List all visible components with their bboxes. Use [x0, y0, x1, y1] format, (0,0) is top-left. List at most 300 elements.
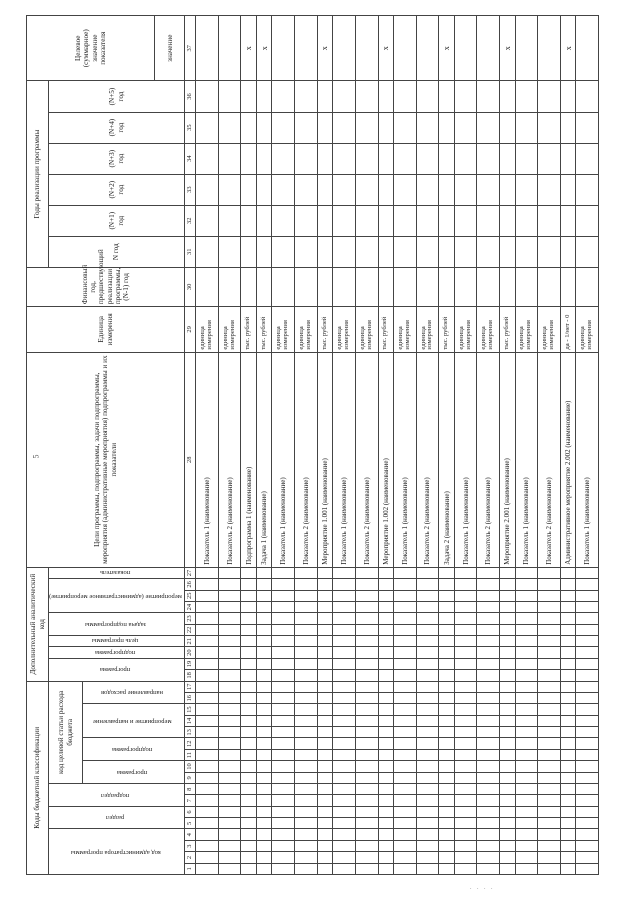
- code-cell: [317, 863, 333, 874]
- value-cell: [515, 267, 538, 306]
- code-cell: [477, 613, 500, 624]
- code-cell: [560, 670, 576, 681]
- column-number: 33: [185, 174, 196, 205]
- row-name: Мероприятие 1.001 (наименование): [317, 352, 333, 567]
- table-row: [416, 16, 439, 875]
- code-cell: [454, 738, 477, 749]
- code-cell: [500, 784, 516, 795]
- code-cell: [241, 579, 257, 590]
- header-section: раздел: [49, 806, 185, 829]
- value-cell: [355, 267, 378, 306]
- code-cell: [477, 704, 500, 715]
- header-event-direction: мероприятие и направление: [83, 704, 185, 738]
- code-cell: [416, 681, 439, 692]
- row-name: Показатель 2 (наименование): [538, 352, 561, 567]
- value-cell: [560, 143, 576, 174]
- table-body: [196, 16, 599, 875]
- code-cell: [256, 647, 272, 658]
- code-cell: [394, 784, 417, 795]
- code-cell: [317, 852, 333, 863]
- value-cell: [333, 81, 356, 112]
- value-cell: [576, 267, 599, 306]
- code-cell: [241, 749, 257, 760]
- value-cell: [317, 236, 333, 267]
- value-cell: [272, 81, 295, 112]
- row-unit: единица измерения: [477, 307, 500, 353]
- code-cell: [355, 852, 378, 863]
- value-cell: [560, 81, 576, 112]
- column-number: 27: [185, 567, 196, 578]
- footer-marks: . . . .: [470, 885, 495, 891]
- code-cell: [256, 693, 272, 704]
- code-cell: [439, 863, 455, 874]
- code-cell: [500, 852, 516, 863]
- code-cell: [295, 784, 318, 795]
- row-unit: единица измерения: [515, 307, 538, 353]
- code-cell: [218, 715, 241, 726]
- code-cell: [560, 601, 576, 612]
- code-cell: [272, 738, 295, 749]
- code-cell: [241, 613, 257, 624]
- code-cell: [576, 806, 599, 817]
- code-cell: [394, 624, 417, 635]
- code-cell: [500, 590, 516, 601]
- table-row: [439, 16, 455, 875]
- code-cell: [317, 613, 333, 624]
- value-cell: [538, 205, 561, 236]
- row-unit: тыс. рублей: [317, 307, 333, 353]
- code-cell: [256, 727, 272, 738]
- code-cell: [394, 681, 417, 692]
- value-cell: [295, 81, 318, 112]
- code-cell: [241, 761, 257, 772]
- code-cell: [416, 818, 439, 829]
- code-cell: [394, 863, 417, 874]
- code-cell: [196, 761, 219, 772]
- code-cell: [355, 647, 378, 658]
- code-cell: [538, 704, 561, 715]
- code-cell: [333, 567, 356, 578]
- code-cell: [241, 704, 257, 715]
- code-cell: [560, 761, 576, 772]
- code-cell: [439, 818, 455, 829]
- value-cell: [256, 174, 272, 205]
- code-cell: [439, 613, 455, 624]
- code-cell: [500, 670, 516, 681]
- column-number: 31: [185, 236, 196, 267]
- value-cell: [378, 205, 394, 236]
- value-cell: [218, 112, 241, 143]
- code-cell: [333, 840, 356, 851]
- code-cell: [416, 579, 439, 590]
- value-cell: [378, 267, 394, 306]
- code-cell: [333, 761, 356, 772]
- value-cell: [333, 174, 356, 205]
- code-cell: [256, 601, 272, 612]
- row-name: Показатель 2 (наименование): [477, 352, 500, 567]
- code-cell: [560, 829, 576, 840]
- code-cell: [538, 636, 561, 647]
- value-cell: [333, 112, 356, 143]
- row-name: Показатель 1 (наименование): [515, 352, 538, 567]
- value-cell: [477, 267, 500, 306]
- header-subprogram: подпрограмма: [83, 738, 185, 761]
- code-cell: [538, 852, 561, 863]
- code-cell: [333, 772, 356, 783]
- value-cell: [196, 112, 219, 143]
- value-cell: [439, 174, 455, 205]
- header-final: Целевое (суммарное) значение показателя: [27, 16, 155, 82]
- table-row: [477, 16, 500, 875]
- row-unit: тыс. рублей: [439, 307, 455, 353]
- table-row: [272, 16, 295, 875]
- code-cell: [378, 727, 394, 738]
- value-cell: [333, 143, 356, 174]
- column-number: 7: [185, 795, 196, 806]
- code-cell: [295, 579, 318, 590]
- code-cell: [333, 681, 356, 692]
- code-cell: [538, 829, 561, 840]
- value-cell: [196, 174, 219, 205]
- code-cell: [241, 772, 257, 783]
- code-cell: [378, 670, 394, 681]
- table-row: [538, 16, 561, 875]
- value-cell: [256, 81, 272, 112]
- code-cell: [333, 852, 356, 863]
- code-cell: [378, 840, 394, 851]
- code-cell: [576, 567, 599, 578]
- column-number: 35: [185, 112, 196, 143]
- code-cell: [333, 636, 356, 647]
- code-cell: [333, 590, 356, 601]
- value-cell: [515, 112, 538, 143]
- code-cell: [515, 590, 538, 601]
- value-cell: [295, 236, 318, 267]
- column-number: 10: [185, 761, 196, 772]
- code-cell: [295, 613, 318, 624]
- code-cell: [500, 579, 516, 590]
- code-cell: [218, 636, 241, 647]
- header-unit: Единица измерения: [27, 307, 185, 353]
- table-row: [378, 16, 394, 875]
- value-cell: [196, 205, 219, 236]
- value-cell: [256, 112, 272, 143]
- code-cell: [439, 567, 455, 578]
- code-cell: [295, 829, 318, 840]
- code-cell: [333, 579, 356, 590]
- code-cell: [317, 738, 333, 749]
- column-number: 25: [185, 590, 196, 601]
- code-cell: [515, 658, 538, 669]
- code-cell: [196, 601, 219, 612]
- code-cell: [295, 704, 318, 715]
- value-cell: [333, 267, 356, 306]
- code-cell: [477, 738, 500, 749]
- code-cell: [477, 840, 500, 851]
- row-final-value: [272, 16, 295, 82]
- row-name: Показатель 1 (наименование): [333, 352, 356, 567]
- code-cell: [196, 784, 219, 795]
- code-cell: [218, 704, 241, 715]
- code-cell: [439, 727, 455, 738]
- code-cell: [538, 715, 561, 726]
- code-cell: [355, 613, 378, 624]
- code-cell: [218, 567, 241, 578]
- code-cell: [500, 829, 516, 840]
- code-cell: [241, 863, 257, 874]
- code-cell: [576, 772, 599, 783]
- code-cell: [477, 681, 500, 692]
- code-cell: [355, 624, 378, 635]
- value-cell: [295, 112, 318, 143]
- value-cell: [218, 236, 241, 267]
- code-cell: [333, 601, 356, 612]
- code-cell: [500, 772, 516, 783]
- code-cell: [196, 772, 219, 783]
- row-final-value: [196, 16, 219, 82]
- value-cell: [378, 112, 394, 143]
- value-cell: [500, 236, 516, 267]
- value-cell: [295, 174, 318, 205]
- code-cell: [272, 852, 295, 863]
- code-cell: [272, 749, 295, 760]
- code-cell: [295, 840, 318, 851]
- code-cell: [416, 806, 439, 817]
- row-name: Задача 2 (наименование): [439, 352, 455, 567]
- code-cell: [477, 601, 500, 612]
- value-cell: [538, 236, 561, 267]
- code-cell: [515, 624, 538, 635]
- value-cell: [317, 81, 333, 112]
- code-cell: [394, 852, 417, 863]
- value-cell: [256, 143, 272, 174]
- header-analytic-subprogram: подпрограмма: [49, 647, 185, 658]
- code-cell: [439, 784, 455, 795]
- value-cell: [378, 81, 394, 112]
- code-cell: [317, 567, 333, 578]
- table-row: [256, 16, 272, 875]
- value-cell: [439, 143, 455, 174]
- table-row: [241, 16, 257, 875]
- code-cell: [196, 852, 219, 863]
- code-cell: [576, 704, 599, 715]
- code-cell: [439, 590, 455, 601]
- code-cell: [416, 829, 439, 840]
- code-cell: [416, 636, 439, 647]
- code-cell: [218, 806, 241, 817]
- value-cell: [394, 81, 417, 112]
- row-final-value: x: [439, 16, 455, 82]
- header-analytic-code: Дополнительный аналитический код: [27, 567, 49, 681]
- value-cell: [272, 112, 295, 143]
- code-cell: [317, 636, 333, 647]
- code-cell: [500, 727, 516, 738]
- value-cell: [477, 236, 500, 267]
- value-cell: [538, 112, 561, 143]
- value-cell: [241, 81, 257, 112]
- value-cell: [477, 112, 500, 143]
- row-unit: единица измерения: [272, 307, 295, 353]
- code-cell: [241, 784, 257, 795]
- code-cell: [576, 840, 599, 851]
- value-cell: [295, 143, 318, 174]
- code-cell: [500, 636, 516, 647]
- code-cell: [317, 784, 333, 795]
- code-cell: [538, 761, 561, 772]
- code-cell: [378, 613, 394, 624]
- code-cell: [500, 624, 516, 635]
- row-final-value: [454, 16, 477, 82]
- code-cell: [454, 579, 477, 590]
- code-cell: [560, 727, 576, 738]
- code-cell: [394, 601, 417, 612]
- code-cell: [333, 613, 356, 624]
- code-cell: [196, 749, 219, 760]
- code-cell: [454, 829, 477, 840]
- code-cell: [500, 567, 516, 578]
- value-cell: [394, 236, 417, 267]
- value-cell: [560, 267, 576, 306]
- code-cell: [256, 852, 272, 863]
- code-cell: [241, 636, 257, 647]
- code-cell: [477, 784, 500, 795]
- code-cell: [500, 738, 516, 749]
- code-cell: [196, 829, 219, 840]
- code-cell: [272, 579, 295, 590]
- row-name: Подпрограмма 1 (наименование): [241, 352, 257, 567]
- code-cell: [560, 658, 576, 669]
- column-number: 11: [185, 749, 196, 760]
- code-cell: [538, 749, 561, 760]
- column-number: 37: [185, 16, 196, 82]
- code-cell: [416, 840, 439, 851]
- code-cell: [256, 840, 272, 851]
- code-cell: [241, 601, 257, 612]
- value-cell: [515, 143, 538, 174]
- code-cell: [560, 772, 576, 783]
- code-cell: [295, 749, 318, 760]
- code-cell: [241, 658, 257, 669]
- value-cell: [196, 81, 219, 112]
- code-cell: [416, 772, 439, 783]
- code-cell: [500, 693, 516, 704]
- code-cell: [576, 670, 599, 681]
- code-cell: [218, 761, 241, 772]
- value-cell: [241, 112, 257, 143]
- value-cell: [295, 267, 318, 306]
- code-cell: [272, 784, 295, 795]
- code-cell: [560, 681, 576, 692]
- column-number: 5: [185, 818, 196, 829]
- code-cell: [378, 681, 394, 692]
- row-unit: единица измерения: [538, 307, 561, 353]
- code-cell: [454, 647, 477, 658]
- column-number-row: [185, 16, 196, 875]
- code-cell: [560, 613, 576, 624]
- value-cell: [295, 205, 318, 236]
- row-name: Показатель 1 (наименование): [576, 352, 599, 567]
- code-cell: [196, 579, 219, 590]
- code-cell: [256, 567, 272, 578]
- row-name: Мероприятие 1.002 (наименование): [378, 352, 394, 567]
- code-cell: [241, 738, 257, 749]
- value-cell: [500, 112, 516, 143]
- code-cell: [272, 704, 295, 715]
- code-cell: [272, 681, 295, 692]
- code-cell: [317, 579, 333, 590]
- row-final-value: [515, 16, 538, 82]
- code-cell: [272, 590, 295, 601]
- value-cell: [515, 205, 538, 236]
- code-cell: [218, 613, 241, 624]
- code-cell: [515, 601, 538, 612]
- code-cell: [439, 647, 455, 658]
- code-cell: [196, 658, 219, 669]
- code-cell: [576, 647, 599, 658]
- code-cell: [538, 784, 561, 795]
- value-cell: [256, 267, 272, 306]
- header-names: Цели программы, подпрограммы, задачи подпрограммы, мероприятия (административные мероприятия) подпрограммы и их показатели: [27, 352, 185, 567]
- value-cell: [416, 81, 439, 112]
- row-final-value: [295, 16, 318, 82]
- code-cell: [394, 704, 417, 715]
- code-cell: [333, 829, 356, 840]
- code-cell: [378, 852, 394, 863]
- code-cell: [454, 658, 477, 669]
- code-cell: [477, 590, 500, 601]
- code-cell: [317, 749, 333, 760]
- code-cell: [560, 818, 576, 829]
- column-number: 22: [185, 624, 196, 635]
- value-cell: [416, 112, 439, 143]
- row-unit: единица измерения: [576, 307, 599, 353]
- code-cell: [378, 829, 394, 840]
- code-cell: [196, 590, 219, 601]
- code-cell: [378, 624, 394, 635]
- code-cell: [538, 727, 561, 738]
- row-name: Показатель 2 (наименование): [355, 352, 378, 567]
- code-cell: [295, 624, 318, 635]
- code-cell: [355, 658, 378, 669]
- code-cell: [538, 567, 561, 578]
- code-cell: [454, 852, 477, 863]
- code-cell: [576, 818, 599, 829]
- code-cell: [218, 738, 241, 749]
- code-cell: [560, 738, 576, 749]
- code-cell: [416, 761, 439, 772]
- value-cell: [394, 267, 417, 306]
- code-cell: [560, 693, 576, 704]
- code-cell: [218, 784, 241, 795]
- code-cell: [355, 795, 378, 806]
- code-cell: [515, 636, 538, 647]
- code-cell: [454, 772, 477, 783]
- code-cell: [394, 567, 417, 578]
- code-cell: [256, 715, 272, 726]
- code-cell: [218, 852, 241, 863]
- code-cell: [560, 840, 576, 851]
- code-cell: [378, 601, 394, 612]
- code-cell: [218, 863, 241, 874]
- code-cell: [355, 715, 378, 726]
- code-cell: [295, 772, 318, 783]
- code-cell: [241, 818, 257, 829]
- code-cell: [576, 761, 599, 772]
- code-cell: [394, 829, 417, 840]
- code-cell: [295, 727, 318, 738]
- code-cell: [333, 738, 356, 749]
- code-cell: [477, 579, 500, 590]
